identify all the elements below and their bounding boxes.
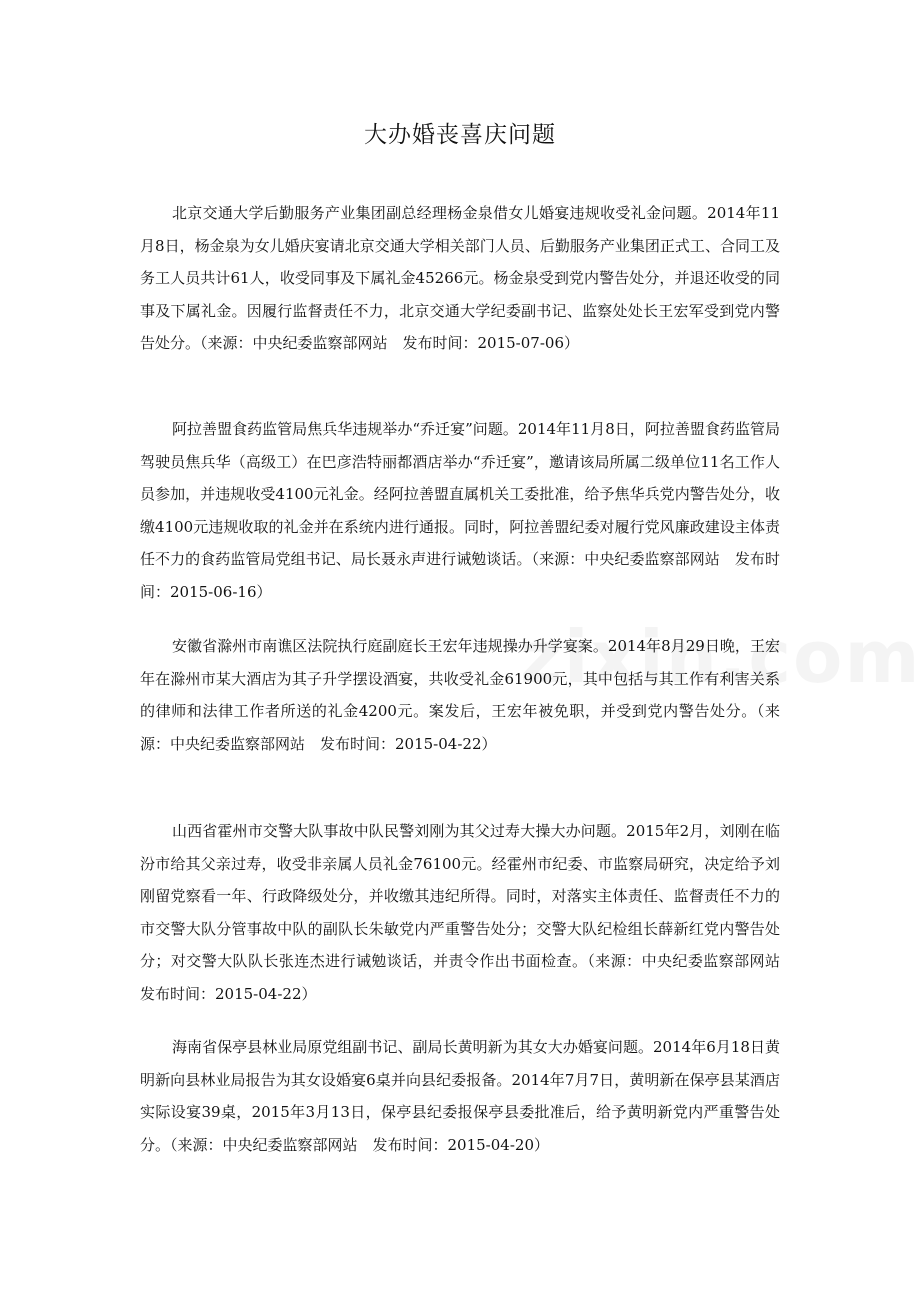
case-paragraph-1: 北京交通大学后勤服务产业集团副总经理杨金泉借女儿婚宴违规收受礼金问题。2014年11月8日，杨金泉为女儿婚庆宴请北京交通大学相关部门人员、后勤服务产业集团正式工、合同工及务工人员共计61人，收受同事及下属礼金45266元。杨金泉受到党内警告处分，并退还收受的同事及下属礼金。因履行监督责任不力，北京交通大学纪委副书记、监察处处长王宏军受到党内警告处分。（来源：中央纪委监察部网站 发布时间：2015-07-06） [140,204,780,353]
case-paragraph-5: 海南省保亭县林业局原党组副书记、副局长黄明新为其女大办婚宴问题。2014年6月18日黄明新向县林业局报告为其女设婚宴6桌并向县纪委报备。2014年7月7日，黄明新在保亭县某酒店实际设宴39桌，2015年3月13日，保亭县纪委报保亭县委批准后，给予黄明新党内严重警告处分。（来源：中央纪委监察部网站 发布时间：2015-04-20） [140,1038,780,1154]
document-title: 大办婚丧喜庆问题 [364,122,556,148]
case-paragraph-2: 阿拉善盟食药监管局焦兵华违规举办“乔迁宴”问题。2014年11月8日，阿拉善盟食药监管局驾驶员焦兵华（高级工）在巴彦浩特丽都酒店举办“乔迁宴”，邀请该局所属二级单位11名工作人员参加，并违规收受4100元礼金。经阿拉善盟直属机关工委批准，给予焦华兵党内警告处分，收缴4100元违规收取的礼金并在系统内进行通报。同时，阿拉善盟纪委对履行党风廉政建设主体责任不力的食药监管局党组书记、局长聂永声进行诫勉谈话。（来源：中央纪委监察部网站 发布时间：2015-06-16） [140,420,780,601]
case-paragraph-4: 山西省霍州市交警大队事故中队民警刘刚为其父过寿大操大办问题。2015年2月，刘刚在临汾市给其父亲过寿，收受非亲属人员礼金76100元。经霍州市纪委、市监察局研究，决定给予刘刚留党察看一年、行政降级处分，并收缴其违纪所得。同时，对落实主体责任、监督责任不力的市交警大队分管事故中队的副队长朱敏党内严重警告处分；交警大队纪检组长薛新红党内警告处分；对交警大队队长张连杰进行诫勉谈话，并责令作出书面检查。（来源：中央纪委监察部网站 发布时间：2015-04-22） [140,822,796,1003]
case-paragraph-3: 安徽省滁州市南谯区法院执行庭副庭长王宏年违规操办升学宴案。2014年8月29日晚，王宏年在滁州市某大酒店为其子升学摆设酒宴，共收受礼金61900元，其中包括与其工作有利害关系的律师和法律工作者所送的礼金4200元。案发后，王宏年被免职，并受到党内警告处分。（来源：中央纪委监察部网站 发布时间：2015-04-22） [140,637,780,753]
